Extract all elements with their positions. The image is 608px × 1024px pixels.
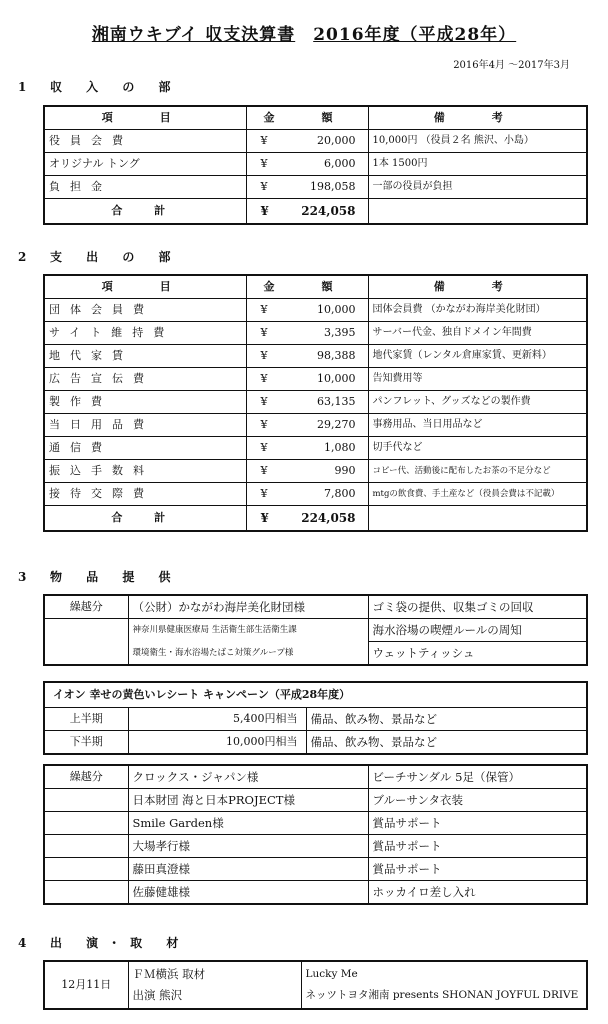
- cell-income-section_label: 収 入 の 部: [50, 80, 181, 94]
- cell-media-section_label: 出 演・取 材: [50, 936, 189, 950]
- cell-expense-headers-1: 金 額: [246, 275, 368, 299]
- section-media-heading: [18, 934, 188, 951]
- goods-carryover-table-2: [43, 764, 588, 905]
- cell-expense-rows-8-amount: 7,800: [324, 487, 356, 500]
- table-cell: [246, 199, 368, 225]
- table-row: [44, 368, 587, 391]
- table-cell: [246, 460, 368, 483]
- cell-goods-block1-rows-0-content: ゴミ袋の提供、収集ゴミの回収: [368, 595, 587, 619]
- cell-goods-block3-rows-0-content: ビーチサンダル 5足（保管）: [368, 765, 587, 789]
- cell-goods-block3-rows-0-donor: クロックス・ジャパン様: [128, 765, 368, 789]
- cell-expense-rows-3-note: 告知費用等: [368, 368, 587, 391]
- table-row: [44, 483, 587, 506]
- cell-expense-rows-8-item: 接待交際費: [44, 483, 246, 506]
- table-cell: [368, 506, 587, 532]
- total-row: [44, 199, 587, 225]
- table-row: [44, 789, 587, 812]
- cell-goods-block3-carry: 繰越分: [44, 765, 128, 789]
- table-cell: [246, 322, 368, 345]
- cell-expense-rows-0-yen: ¥: [260, 303, 268, 316]
- table-cell: [246, 437, 368, 460]
- cell-income-rows-0-item: 役員会費: [44, 130, 246, 153]
- table-row: [44, 176, 587, 199]
- cell-goods-block3-rows-5-donor: 佐藤健雄様: [128, 881, 368, 905]
- cell-goods-block1-rows-1-donor: 神奈川県健康医療局 生活衛生部生活衛生課: [128, 619, 368, 642]
- table-cell: [246, 391, 368, 414]
- title-main: 湘南ウキブイ 収支決算書: [91, 25, 296, 45]
- cell-income-headers-0: 項 目: [44, 106, 246, 130]
- cell-expense-rows-7-yen: ¥: [260, 464, 268, 477]
- aeon-campaign-table: [43, 681, 588, 755]
- cell-goods-block1-carry: 繰越分: [44, 595, 128, 619]
- cell-income-rows-1-yen: ¥: [260, 157, 268, 170]
- cell-expense-total_yen: ¥: [260, 511, 269, 525]
- cell-expense-total_amount: 224,058: [301, 511, 356, 525]
- table-cell: [44, 858, 128, 881]
- cell-expense-rows-6-amount: 1,080: [324, 441, 356, 454]
- table-cell: [368, 199, 587, 225]
- table-cell: [246, 130, 368, 153]
- cell-expense-rows-2-note: 地代家賃（レンタル倉庫家賃、更新料）: [368, 345, 587, 368]
- cell-expense-section_label: 支 出 の 部: [50, 250, 181, 264]
- cell-expense-rows-1-amount: 3,395: [324, 326, 356, 339]
- cell-goods-block1-rows-2-donor: 環境衛生・海水浴場たばこ対策グループ様: [128, 642, 368, 666]
- cell-expense-rows-4-item: 製作費: [44, 391, 246, 414]
- cell-income-section_num: 1: [18, 80, 27, 94]
- table-row: [44, 345, 587, 368]
- cell-income-headers-2: 備 考: [368, 106, 587, 130]
- cell-expense-rows-8-note: mtgの飲食費、手土産など（役員会費は不記載）: [368, 483, 587, 506]
- cell-media-date: 12月11日: [44, 961, 128, 1009]
- table-header-row: [44, 106, 587, 130]
- table-cell: [301, 961, 587, 1009]
- cell-goods-block3-rows-2-donor: Smile Garden様: [128, 812, 368, 835]
- cell-expense-rows-7-item: 振込手数料: [44, 460, 246, 483]
- cell-expense-rows-2-yen: ¥: [260, 349, 268, 362]
- table-row: [44, 153, 587, 176]
- table-row: [44, 881, 587, 905]
- cell-goods-block1-rows-2-content: ウェットティッシュ: [368, 642, 587, 666]
- cell-expense-headers-2: 備 考: [368, 275, 587, 299]
- cell-expense-rows-0-note: 団体会員費 （かながわ海岸美化財団）: [368, 299, 587, 322]
- table-cell: [246, 176, 368, 199]
- cell-expense-total_label: 合 計: [44, 506, 246, 532]
- table-row: [44, 437, 587, 460]
- cell-goods-section_num: 3: [18, 570, 27, 584]
- cell-expense-section_num: 2: [18, 250, 27, 264]
- cell-income-rows-1-note: 1本 1500円: [368, 153, 587, 176]
- table-cell: [246, 414, 368, 437]
- cell-goods-aeon-rows-0-half: 上半期: [44, 708, 128, 731]
- cell-expense-rows-7-note: コピー代、活動後に配布したお茶の不足分など: [368, 460, 587, 483]
- table-row: [44, 322, 587, 345]
- cell-expense-rows-5-note: 事務用品、当日用品など: [368, 414, 587, 437]
- cell-goods-aeon-title: イオン 幸せの黄色いレシート キャンペーン（平成28年度）: [44, 682, 587, 708]
- cell-expense-rows-4-yen: ¥: [260, 395, 268, 408]
- table-cell: [246, 506, 368, 532]
- table-row: [44, 619, 587, 642]
- table-row: [44, 731, 587, 755]
- section-expense-heading: [18, 248, 181, 265]
- cell-expense-rows-1-item: サイト維持費: [44, 322, 246, 345]
- cell-income-rows-2-item: 負担金: [44, 176, 246, 199]
- cell-expense-rows-6-note: 切手代など: [368, 437, 587, 460]
- cell-expense-rows-5-amount: 29,270: [317, 418, 356, 431]
- table-row: [44, 961, 587, 1009]
- cell-income-rows-0-note: 10,000円 （役員２名 熊沢、小島）: [368, 130, 587, 153]
- cell-goods-block3-rows-1-content: ブルーサンタ衣装: [368, 789, 587, 812]
- cell-expense-rows-8-yen: ¥: [260, 487, 268, 500]
- cell-expense-rows-3-item: 広告宣伝費: [44, 368, 246, 391]
- cell-income-total_yen: ¥: [260, 204, 269, 218]
- table-header-row: [44, 275, 587, 299]
- cell-goods-block3-rows-4-content: 賞品サポート: [368, 858, 587, 881]
- table-row: [44, 460, 587, 483]
- cell-expense-rows-3-yen: ¥: [260, 372, 268, 385]
- table-row: [44, 595, 587, 619]
- table-cell: [246, 368, 368, 391]
- section-goods-heading: [18, 568, 181, 585]
- cell-expense-rows-0-item: 団体会員費: [44, 299, 246, 322]
- table-row: [44, 391, 587, 414]
- cell-expense-rows-0-amount: 10,000: [317, 303, 356, 316]
- table-row: [44, 858, 587, 881]
- table-title-row: [44, 682, 587, 708]
- table-cell: [44, 812, 128, 835]
- table-row: [44, 812, 587, 835]
- cell-expense-rows-6-item: 通信費: [44, 437, 246, 460]
- cell-expense-rows-7-amount: 990: [334, 464, 356, 477]
- period: 2016年4月 ～2017年3月: [453, 60, 570, 71]
- income-table: [43, 105, 588, 225]
- cell-income-rows-2-note: 一部の役員が負担: [368, 176, 587, 199]
- cell-expense-rows-2-item: 地代家賃: [44, 345, 246, 368]
- cell-goods-block3-rows-3-content: 賞品サポート: [368, 835, 587, 858]
- table-cell: [128, 961, 301, 1009]
- cell-income-headers-1: 金 額: [246, 106, 368, 130]
- table-cell: [44, 619, 128, 666]
- cell-goods-block3-rows-2-content: 賞品サポート: [368, 812, 587, 835]
- table-cell: [246, 345, 368, 368]
- cell-expense-rows-3-amount: 10,000: [317, 372, 356, 385]
- goods-carryover-table-1: [43, 594, 588, 666]
- cell-income-rows-1-amount: 6,000: [324, 157, 356, 170]
- table-row: [44, 414, 587, 437]
- cell-income-rows-0-amount: 20,000: [317, 134, 356, 147]
- cell-goods-block3-rows-4-donor: 藤田真澄様: [128, 858, 368, 881]
- table-cell: [246, 153, 368, 176]
- table-row: [44, 835, 587, 858]
- cell-income-total_amount: 224,058: [301, 204, 356, 218]
- table-row: [44, 299, 587, 322]
- cell-goods-aeon-rows-1-half: 下半期: [44, 731, 128, 755]
- cell-goods-section_label: 物 品 提 供: [50, 570, 181, 584]
- cell-media-section_num: 4: [18, 936, 27, 950]
- cell-goods-block3-rows-5-content: ホッカイロ差し入れ: [368, 881, 587, 905]
- table-cell: [246, 299, 368, 322]
- cell-goods-block3-rows-3-donor: 大場孝行様: [128, 835, 368, 858]
- document-title: [0, 20, 608, 45]
- table-cell: [44, 881, 128, 905]
- cell-expense-headers-0: 項 目: [44, 275, 246, 299]
- cell-goods-aeon-rows-0-content: 備品、飲み物、景品など: [306, 708, 587, 731]
- cell-income-rows-0-yen: ¥: [260, 134, 268, 147]
- expense-table: [43, 274, 588, 532]
- cell-expense-rows-5-yen: ¥: [260, 418, 268, 431]
- cell-goods-block1-rows-1-content: 海水浴場の喫煙ルールの周知: [368, 619, 587, 642]
- table-cell: [44, 789, 128, 812]
- cell-income-rows-1-item: オリジナル トング: [44, 153, 246, 176]
- cell-goods-aeon-rows-0-amount: 5,400円相当: [128, 708, 306, 731]
- cell-goods-aeon-rows-1-amount: 10,000円相当: [128, 731, 306, 755]
- cell-expense-rows-5-item: 当日用品費: [44, 414, 246, 437]
- media-line-1: ＦＭ横浜 取材: [132, 967, 206, 981]
- cell-goods-block3-rows-1-donor: 日本財団 海と日本PROJECT様: [128, 789, 368, 812]
- cell-expense-rows-1-note: サーバー代金、独自ドメイン年間費: [368, 322, 587, 345]
- cell-expense-rows-2-amount: 98,388: [317, 349, 356, 362]
- table-row: [44, 708, 587, 731]
- table-cell: [246, 483, 368, 506]
- media-note-2: ネッツトヨタ湘南 presents SHONAN JOYFUL DRIVE: [305, 989, 579, 1001]
- cell-expense-rows-6-yen: ¥: [260, 441, 268, 454]
- cell-income-total_label: 合 計: [44, 199, 246, 225]
- media-table: [43, 960, 588, 1010]
- section-income-heading: [18, 78, 181, 95]
- table-cell: [44, 835, 128, 858]
- cell-expense-rows-1-yen: ¥: [260, 326, 268, 339]
- table-row: [44, 765, 587, 789]
- cell-goods-aeon-rows-1-content: 備品、飲み物、景品など: [306, 731, 587, 755]
- cell-income-rows-2-yen: ¥: [260, 180, 268, 193]
- title-year: 2016年度（平成28年）: [313, 25, 517, 45]
- media-note-1: Lucky Me: [305, 968, 358, 980]
- cell-expense-rows-4-amount: 63,135: [317, 395, 356, 408]
- total-row: [44, 506, 587, 532]
- media-line-2: 出演 熊沢: [132, 988, 183, 1002]
- cell-expense-rows-4-note: パンフレット、グッズなどの製作費: [368, 391, 587, 414]
- table-row: [44, 130, 587, 153]
- cell-goods-block1-rows-0-donor: （公財）かながわ海岸美化財団様: [128, 595, 368, 619]
- cell-income-rows-2-amount: 198,058: [310, 180, 356, 193]
